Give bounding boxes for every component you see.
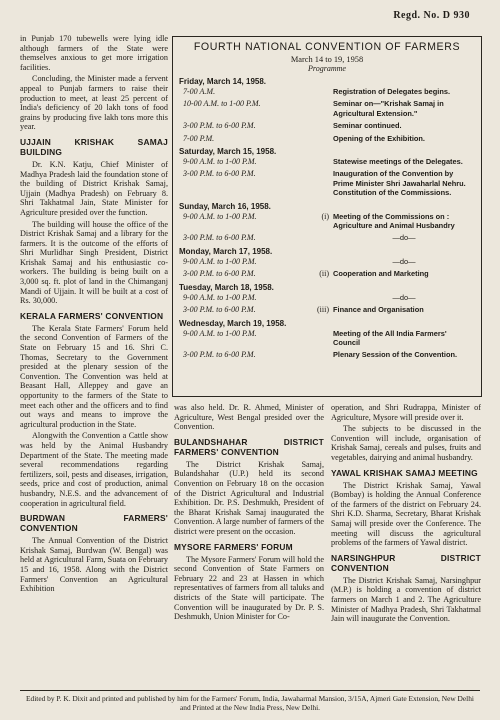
programme-row bbox=[179, 121, 475, 130]
programme-time: 10-00 A.M. to 1-00 P.M. bbox=[183, 99, 261, 109]
left-column bbox=[20, 34, 168, 596]
paragraph: The subjects to be discussed in the Convention will include, organisation of Krishak Samaj, cereals and pulses, fruits and vegetables, dairying and animal husbandry. bbox=[331, 424, 481, 462]
programme-schedule bbox=[179, 77, 475, 360]
programme-day-heading: Friday, March 14, 1958. bbox=[179, 77, 267, 86]
paragraph: operation, and Shri Rudrappa, Minister of Agriculture, Mysore will preside over it. bbox=[331, 403, 481, 422]
programme-row bbox=[179, 233, 475, 242]
programme-event: Opening of the Exhibition. bbox=[333, 133, 425, 143]
programme-commission-number bbox=[311, 350, 333, 359]
right-column bbox=[331, 403, 481, 626]
programme-time: 7-00 P.M. bbox=[183, 133, 215, 143]
programme-commission-number: (i) bbox=[321, 211, 329, 221]
paragraph: The Kerala State Farmers' Forum held the second Convention of Farmers of the State on February 15 and 16. Shri C. Thomas, Secretary to the Government presided at the plenary session of the Convention. The Convention was held at Beasant Hall, Alleppey and gave an opportunity to the farmers of the State to meet each other and the officers and to find out ways and means to improve the agricultural production in the State. bbox=[20, 323, 168, 429]
programme-row bbox=[179, 350, 475, 359]
programme-event: Cooperation and Marketing bbox=[333, 269, 429, 279]
section-heading-mysore: MYSORE FARMERS' FORUM bbox=[174, 541, 293, 552]
programme-commission-number bbox=[311, 257, 333, 266]
programme-event: Inauguration of the Convention by Prime Minister Shri Jawaharlal Nehru. Constitution of the Commissions. bbox=[333, 169, 466, 198]
programme-time: 3-00 P.M. to 6-00 P.M. bbox=[183, 169, 256, 179]
programme-commission-number: (iii) bbox=[317, 305, 329, 315]
programme-commission-number: (ii) bbox=[319, 269, 329, 279]
programme-day bbox=[179, 77, 475, 143]
programme-commission-number bbox=[311, 293, 333, 302]
programme-event: —do— bbox=[392, 233, 416, 243]
programme-row bbox=[179, 269, 475, 278]
programme-day bbox=[179, 319, 475, 360]
programme-day-heading: Saturday, March 15, 1958. bbox=[179, 147, 277, 157]
programme-day bbox=[179, 247, 475, 279]
programme-row bbox=[179, 99, 475, 118]
programme-event: Meeting of the Commissions on : Agriculture and Animal Husbandry bbox=[333, 211, 455, 231]
programme-time: 3-00 P.M. to 6-00 P.M. bbox=[183, 305, 256, 315]
publisher-imprint: Edited by P. K. Dixit and printed and published by him for the Farmers' Forum, India, Jawaharmal Mansion, 3/15A, Ajmeri Gate Extension, New Delhi and Printed at the New India Press, New Delhi. bbox=[20, 690, 480, 712]
programme-row bbox=[179, 157, 475, 166]
programme-time: 9-00 A.M. to 1-00 P.M. bbox=[183, 328, 257, 338]
registration-number: Regd. No. D 930 bbox=[393, 10, 470, 21]
programme-row bbox=[179, 169, 475, 197]
programme-time: 3-00 P.M. to 6-00 P.M. bbox=[183, 121, 256, 131]
programme-time: 7-00 A.M. bbox=[183, 87, 216, 96]
paragraph: in Punjab 170 tubewells were lying idle although farmers of the State were themselves anxious to get more irrigation facilities. bbox=[20, 34, 168, 72]
section-heading-ujjain: UJJAIN KRISHAK SAMAJ BUILDING bbox=[20, 136, 168, 157]
programme-day bbox=[179, 147, 475, 198]
programme-title: FOURTH NATIONAL CONVENTION OF FARMERS bbox=[193, 41, 461, 53]
programme-day-heading: Tuesday, March 18, 1958. bbox=[179, 282, 274, 292]
programme-commission-number bbox=[311, 134, 333, 143]
programme-row bbox=[179, 212, 475, 231]
programme-label: Programme bbox=[308, 64, 346, 73]
section-heading-kerala: KERALA FARMERS' CONVENTION bbox=[20, 310, 164, 321]
programme-commission-number bbox=[311, 121, 333, 130]
paragraph: The District Krishak Samaj, Narsinghpur (M.P.) is holding a convention of district farmers on March 1 and 2. The Agriculture Minister of Madhya Pradesh, Shri Takhatmal Jain will inaugurate the Convention. bbox=[331, 575, 481, 624]
programme-row bbox=[179, 329, 475, 348]
section-heading-yawal: YAWAL KRISHAK SAMAJ MEETING bbox=[331, 467, 478, 478]
programme-day-heading: Sunday, March 16, 1958. bbox=[179, 201, 271, 211]
programme-commission-number bbox=[311, 87, 333, 96]
programme-row bbox=[179, 87, 475, 96]
programme-event: Registration of Delegates begins. bbox=[333, 87, 451, 96]
programme-day bbox=[179, 202, 475, 243]
programme-box bbox=[172, 36, 482, 397]
programme-event: Finance and Organisation bbox=[333, 305, 424, 315]
programme-row bbox=[179, 257, 475, 266]
programme-time: 3-00 P.M. to 6-00 P.M. bbox=[183, 269, 256, 279]
programme-commission-number bbox=[311, 169, 333, 197]
programme-day-heading: Wednesday, March 19, 1958. bbox=[179, 318, 287, 328]
programme-event: —do— bbox=[392, 256, 416, 266]
paragraph: The building will house the office of the District Krishak Samaj and a library for the farmers. It is the outcome of the efforts of Shri Murlidhar Singh President, District Krishak Samaj and his enthusiastic co-workers. The building is being built on a 3,000 sq. ft. plot of land in the Chimanganj Mandi of Ujjain. It will be built at a cost of Rs. 30,000. bbox=[20, 219, 168, 306]
programme-time: 9-00 A.M. to 1-00 P.M. bbox=[183, 157, 257, 167]
programme-event: Seminar continued. bbox=[333, 121, 402, 131]
paragraph: Dr. K.N. Katju, Chief Minister of Madhya Pradesh laid the foundation stone of the building of District Krishak Samaj, Ujjain (Madhya Pradesh) on February 8. Shri Takhatmal Jain, State Minister for Agriculture presided over the function. bbox=[20, 159, 168, 217]
programme-event: Plenary Session of the Convention. bbox=[333, 350, 458, 360]
programme-commission-number bbox=[311, 157, 333, 166]
programme-row bbox=[179, 293, 475, 302]
middle-column bbox=[174, 403, 324, 624]
programme-event: —do— bbox=[392, 292, 416, 302]
programme-event: Seminar on—"Krishak Samaj in Agricultural Extension." bbox=[333, 99, 444, 118]
programme-day bbox=[179, 283, 475, 315]
paragraph: The Mysore Farmers' Forum will hold the second Convention of State Farmers on February 22 and 23 at Hassen in which representatives of farmers from all taluks and districts of the State will participate. The Convention will be inaugurated by Dr. P. S. Deshmukh, Union Minister for Co- bbox=[174, 554, 324, 622]
programme-time: 9-00 A.M. to 1-00 P.M. bbox=[183, 256, 257, 266]
paragraph: Concluding, the Minister made a fervent appeal to Punjab farmers to raise their production to meet, at least 25 percent of India's deficiency of 20 lakh tons of food grains by producing five lakh tons more this year. bbox=[20, 74, 168, 132]
paragraph: Alongwith the Convention a Cattle show was held by the Animal Husbandry Department of the State. The meeting made several recommendations regarding fertilizers, soil, pests and diseases, irrigation, seeds, price and cost of production, animal husbandry, N.E.S. and the advancement of cooperation in agricultural field. bbox=[20, 431, 168, 508]
programme-row bbox=[179, 134, 475, 143]
programme-event: Statewise meetings of the Delegates. bbox=[333, 157, 463, 167]
programme-commission-number bbox=[311, 329, 333, 348]
section-heading-bulandshahar: BULANDSHAHAR DISTRICT FARMERS' CONVENTION bbox=[174, 436, 324, 457]
section-heading-narsinghpur: NARSINGHPUR DISTRICT CONVENTION bbox=[331, 552, 481, 573]
paragraph: The District Krishak Samaj, Bulandshahar (U.P.) held its second Convention on February 18 on the occasion of the District Agricultural and Industrial Exhibition. Dr. P.S. Deshmukh, President of the Bharat Krishak Samaj inaugurated the Convention. A large number of farmers of the district were present on the occasion. bbox=[174, 459, 324, 536]
programme-time: 3-00 P.M. to 6-00 P.M. bbox=[183, 350, 256, 360]
programme-time: 9-00 A.M. to 1-00 P.M. bbox=[183, 292, 257, 302]
section-heading-burdwan: BURDWAN FARMERS' CONVENTION bbox=[20, 513, 168, 534]
paragraph: The District Krishak Samaj, Yawal (Bombay) is holding the Annual Conference of the farmers of the district on February 24. Shri K.D. Sharma, Secretary, Bharat Krishak Samaj will preside over the Conference. The meeting will discuss the agricultural problems of the farmers of Yawal district. bbox=[331, 480, 481, 548]
programme-time: 9-00 A.M. to 1-00 P.M. bbox=[183, 211, 257, 221]
programme-event: Meeting of the All India Farmers' Council bbox=[333, 328, 447, 347]
programme-day-heading: Monday, March 17, 1958. bbox=[179, 246, 273, 256]
programme-commission-number bbox=[311, 233, 333, 242]
programme-time: 3-00 P.M. to 6-00 P.M. bbox=[183, 233, 256, 243]
paragraph: was also held. Dr. R. Ahmed, Minister of Agriculture, West Bengal presided over the Convention. bbox=[174, 403, 324, 432]
programme-row bbox=[179, 305, 475, 314]
programme-commission-number bbox=[311, 99, 333, 118]
programme-dates: March 14 to 19, 1958 bbox=[290, 55, 364, 64]
paragraph: The Annual Convention of the District Krishak Samaj, Burdwan (W. Bengal) was held at Agricultural Farm, Suata on February 15 and 16, 1958. Along with the District Farmers' Convention an Agricultural Exhibition bbox=[20, 536, 168, 594]
